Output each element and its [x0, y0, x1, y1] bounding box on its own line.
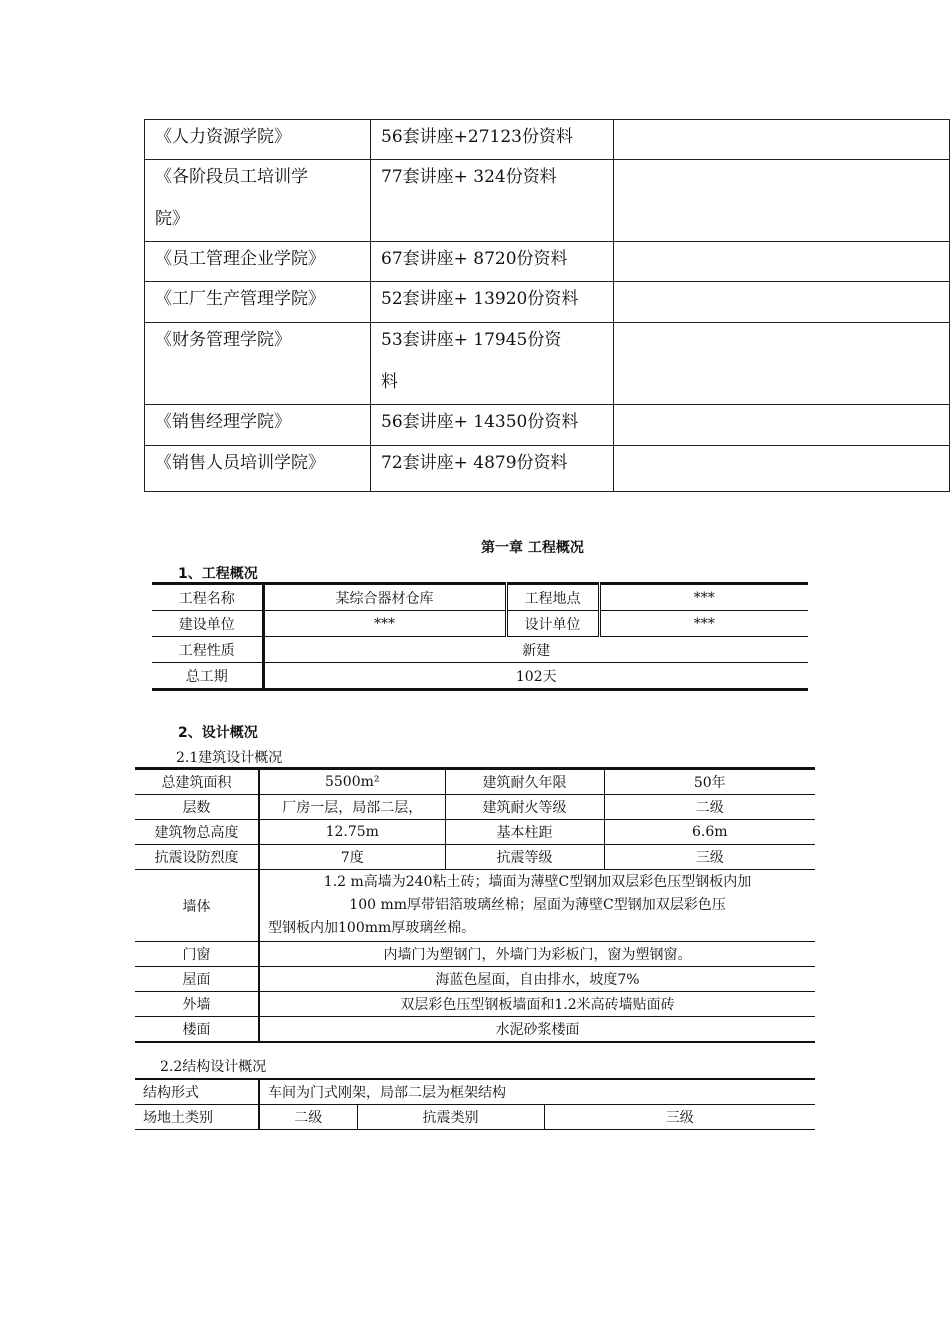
- struct-value: 车间为门式刚架，局部二层为框架结构: [259, 1079, 815, 1105]
- table-row: [135, 942, 815, 967]
- floor-value: 水泥砂浆楼面: [259, 1017, 815, 1043]
- table-row: [152, 663, 808, 690]
- outer-wall-value: 双层彩色压型钢板墙面和1.2米高砖墙贴面砖: [259, 992, 815, 1017]
- table-row: [135, 845, 815, 870]
- floor-label: 楼面: [135, 1017, 259, 1043]
- project-name-label: 工程名称: [152, 584, 263, 611]
- duration-label: 总工期: [152, 663, 263, 690]
- column-label: 基本柱距: [445, 820, 604, 845]
- course-name: 《销售人员培训学院》: [145, 446, 371, 492]
- table-row: [145, 120, 950, 160]
- seismic-label: 抗震设防烈度: [135, 845, 259, 870]
- struct-label: 结构形式: [135, 1079, 259, 1105]
- course-content: 72套讲座+ 4879份资料: [371, 446, 614, 492]
- location-value: ***: [599, 584, 808, 611]
- table-row: [145, 282, 950, 323]
- area-label: 总建筑面积: [135, 769, 259, 795]
- column-value: 6.6m: [604, 820, 815, 845]
- overview-table: [152, 582, 808, 691]
- floors-value: 厂房一层，局部二层，: [259, 795, 445, 820]
- life-value: 50年: [604, 769, 815, 795]
- seismic-value: 7度: [259, 845, 445, 870]
- table-row: [135, 769, 815, 795]
- course-name: 《销售经理学院》: [145, 405, 371, 446]
- section-2-title: 2、设计概况: [178, 725, 258, 741]
- table-row: [152, 637, 808, 663]
- nature-label: 工程性质: [152, 637, 263, 663]
- chapter-title: 第一章 工程概况: [481, 540, 584, 556]
- builder-value: ***: [263, 611, 506, 637]
- seismic-grade-value: 三级: [604, 845, 815, 870]
- table-row: [135, 992, 815, 1017]
- design-table: [135, 767, 815, 1043]
- course-name: 《员工管理企业学院》: [145, 242, 371, 282]
- life-label: 建筑耐久年限: [445, 769, 604, 795]
- course-table: [144, 119, 950, 492]
- duration-value: 102天: [263, 663, 808, 690]
- course-name: 《人力资源学院》: [145, 120, 371, 160]
- wall-value: [259, 870, 815, 942]
- course-name: 《财务管理学院》: [145, 323, 371, 405]
- table-row: [145, 446, 950, 492]
- course-note: [614, 446, 950, 492]
- course-name: 《工厂生产管理学院》: [145, 282, 371, 323]
- anti-value: 三级: [544, 1105, 815, 1130]
- table-row: [135, 820, 815, 845]
- table-row: [152, 584, 808, 611]
- height-value: 12.75m: [259, 820, 445, 845]
- course-note: [614, 242, 950, 282]
- course-note: [614, 405, 950, 446]
- table-row: [135, 1079, 815, 1105]
- location-label: 工程地点: [506, 584, 599, 611]
- height-label: 建筑物总高度: [135, 820, 259, 845]
- fire-label: 建筑耐火等级: [445, 795, 604, 820]
- site-value: 二级: [259, 1105, 357, 1130]
- subsection-2-2-title: 2.2结构设计概况: [160, 1059, 267, 1075]
- table-row: [145, 323, 950, 405]
- nature-value: 新建: [263, 637, 808, 663]
- wall-line-3: 型钢板内加100mm厚玻璃丝棉。: [268, 920, 476, 936]
- table-row: [145, 242, 950, 282]
- wall-line-1: 1.2 m高墙为240粘土砖；墙面为薄壁C型钢加双层彩色压型钢板内加: [323, 874, 752, 890]
- table-row: [135, 1105, 815, 1130]
- door-label: 门窗: [135, 942, 259, 967]
- seismic-grade-label: 抗震等级: [445, 845, 604, 870]
- structure-table: [135, 1078, 815, 1130]
- course-content: 56套讲座+27123份资料: [371, 120, 614, 160]
- roof-label: 屋面: [135, 967, 259, 992]
- table-row: [135, 870, 815, 942]
- course-content: 67套讲座+ 8720份资料: [371, 242, 614, 282]
- outer-wall-label: 外墙: [135, 992, 259, 1017]
- fire-value: 二级: [604, 795, 815, 820]
- site-label: 场地土类别: [135, 1105, 259, 1130]
- table-row: [135, 1017, 815, 1043]
- course-content: 56套讲座+ 14350份资料: [371, 405, 614, 446]
- course-content: 53套讲座+ 17945份资 料: [371, 323, 614, 405]
- designer-value: ***: [599, 611, 808, 637]
- table-row: [152, 611, 808, 637]
- table-row: [145, 405, 950, 446]
- course-content: 77套讲座+ 324份资料: [371, 160, 614, 242]
- designer-label: 设计单位: [506, 611, 599, 637]
- floors-label: 层数: [135, 795, 259, 820]
- anti-label: 抗震类别: [357, 1105, 544, 1130]
- table-row: [135, 967, 815, 992]
- area-value: 5500m²: [259, 769, 445, 795]
- builder-label: 建设单位: [152, 611, 263, 637]
- course-note: [614, 282, 950, 323]
- course-note: [614, 323, 950, 405]
- course-note: [614, 120, 950, 160]
- door-value: 内墙门为塑钢门，外墙门为彩板门，窗为塑钢窗。: [259, 942, 815, 967]
- course-name: 《各阶段员工培训学 院》: [145, 160, 371, 242]
- subsection-2-1-title: 2.1建筑设计概况: [176, 750, 283, 766]
- wall-label: 墙体: [135, 870, 259, 942]
- wall-line-2: 100 mm厚带铝箔玻璃丝棉；屋面为薄壁C型钢加双层彩色压: [349, 897, 726, 913]
- project-name-value: 某综合器材仓库: [263, 584, 506, 611]
- table-row: [135, 795, 815, 820]
- section-1-title: 1、工程概况: [178, 566, 258, 582]
- roof-value: 海蓝色屋面，自由排水，坡度7%: [259, 967, 815, 992]
- course-note: [614, 160, 950, 242]
- course-content: 52套讲座+ 13920份资料: [371, 282, 614, 323]
- table-row: [145, 160, 950, 242]
